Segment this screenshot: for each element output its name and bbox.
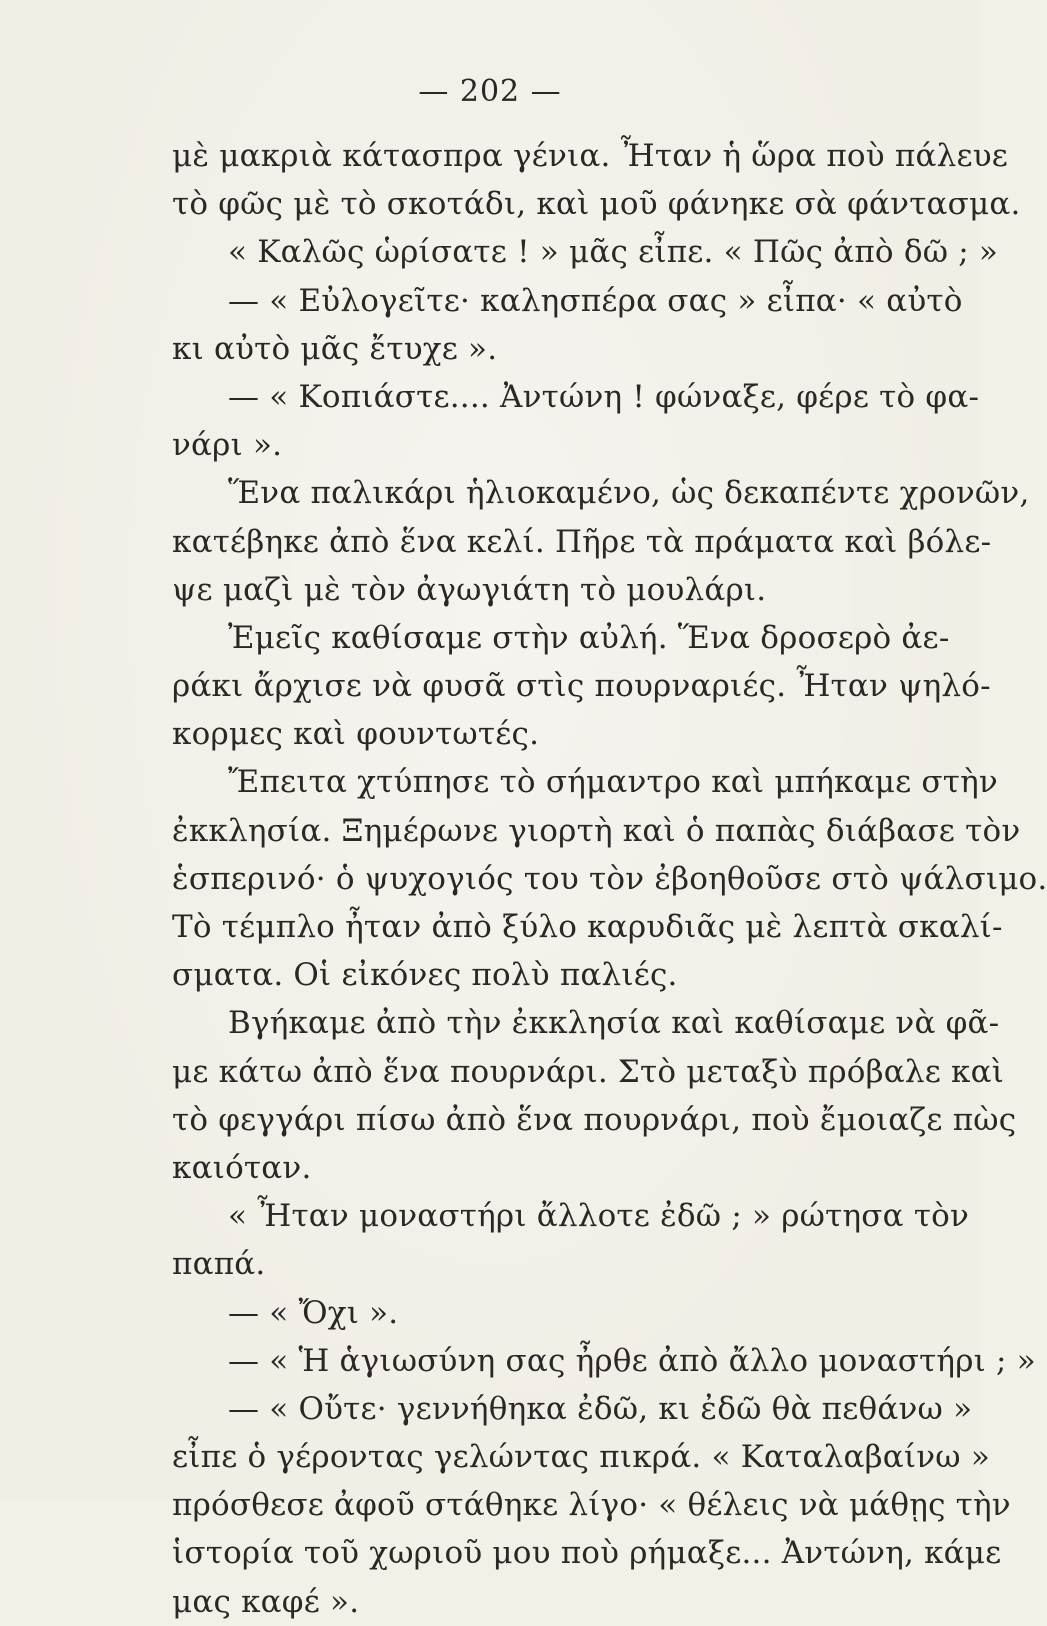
text-line: Τὸ τέμπλο ἦταν ἀπὸ ξύλο καρυδιᾶς μὲ λεπτὰ σκαλί- [172, 909, 1003, 945]
text-line: ράκι ἄρχισε νὰ φυσᾶ στὶς πουρναριές. Ἦταν ψηλό- [172, 668, 991, 705]
text-line: Βγήκαμε ἀπὸ τὴν ἐκκλησία καὶ καθίσαμε νὰ φᾶ- [228, 1005, 1000, 1042]
text-line: Ἐμεῖς καθίσαμε στὴν αὐλή. Ἕνα δροσερὸ ἀε- [228, 619, 950, 656]
text-line: μὲ μακριὰ κάτασπρα γένια. Ἦταν ἡ ὥρα ποὺ πάλευε [172, 138, 1009, 174]
text-line: με κάτω ἀπὸ ἕνα πουρνάρι. Στὸ μεταξὺ πρόβαλε καὶ [172, 1053, 1005, 1090]
text-line: μας καφέ ». [172, 1583, 360, 1620]
text-line: « Καλῶς ὡρίσατε ! » μᾶς εἶπε. « Πῶς ἀπὸ δῶ ; » [228, 234, 999, 271]
text-line: — « Οὔτε· γεννήθηκα ἐδῶ, κι ἐδῶ θὰ πεθάνω » [228, 1390, 973, 1427]
body-text [172, 132, 1047, 1626]
text-line: Ἔπειτα χτύπησε τὸ σήμαντρο καὶ μπήκαμε στὴν [228, 764, 998, 801]
text-line: κατέβηκε ἀπὸ ἕνα κελί. Πῆρε τὰ πράματα καὶ βόλε- [172, 523, 992, 560]
text-line: — « Κοπιάστε.... Ἀντώνη ! φώναξε, φέρε τὸ φα- [228, 378, 980, 415]
text-line: πρόσθεσε ἀφοῦ στάθηκε λίγο· « θέλεις νὰ μάθῃς τὴν [172, 1487, 1011, 1524]
text-line: καιόταν. [172, 1149, 312, 1186]
text-line: — « Ὄχι ». [228, 1294, 399, 1331]
text-line: κορμες καὶ φουντωτές. [172, 716, 540, 753]
text-line: Ἕνα παλικάρι ἡλιοκαμένο, ὡς δεκαπέντε χρονῶν, [228, 475, 1030, 512]
text-line: εἶπε ὁ γέροντας γελώντας πικρά. « Καταλαβαίνω » [172, 1439, 991, 1476]
text-line: — « Εὐλογεῖτε· καλησπέρα σας » εἶπα· « αὐτὸ [228, 282, 963, 319]
text-line: κι αὐτὸ μᾶς ἔτυχε ». [172, 330, 498, 367]
text-line: ψε μαζὶ μὲ τὸν ἀγωγιάτη τὸ μουλάρι. [172, 571, 767, 608]
text-line: ἱστορία τοῦ χωριοῦ μου ποὺ ρήμαξε... Ἀντώνη, κάμε [172, 1535, 1002, 1572]
text-line: ἐκκλησία. Ξημέρωνε γιορτὴ καὶ ὁ παπὰς διάβασε τὸν [172, 812, 1021, 849]
text-line: « Ἦταν μοναστήρι ἄλλοτε ἐδῶ ; » ρώτησα τὸν [228, 1198, 970, 1235]
text-line: παπά. [172, 1246, 266, 1283]
text-line: νάρι ». [172, 427, 283, 464]
text-line: — « Ἡ ἁγιωσύνη σας ἦρθε ἀπὸ ἄλλο μοναστήρι ; » [228, 1342, 1036, 1379]
page-number: — 202 — [418, 74, 562, 109]
text-line: σματα. Οἱ εἰκόνες πολὺ παλιές. [172, 957, 678, 994]
text-line: ἑσπερινό· ὁ ψυχογιός του τὸν ἐβοηθοῦσε στὸ ψάλσιμο. [172, 860, 1047, 897]
text-line: τὸ φῶς μὲ τὸ σκοτάδι, καὶ μοῦ φάνηκε σὰ φάντασμα. [172, 186, 1021, 223]
text-line: τὸ φεγγάρι πίσω ἀπὸ ἕνα πουρνάρι, ποὺ ἔμοιαζε πὼς [172, 1101, 1017, 1138]
